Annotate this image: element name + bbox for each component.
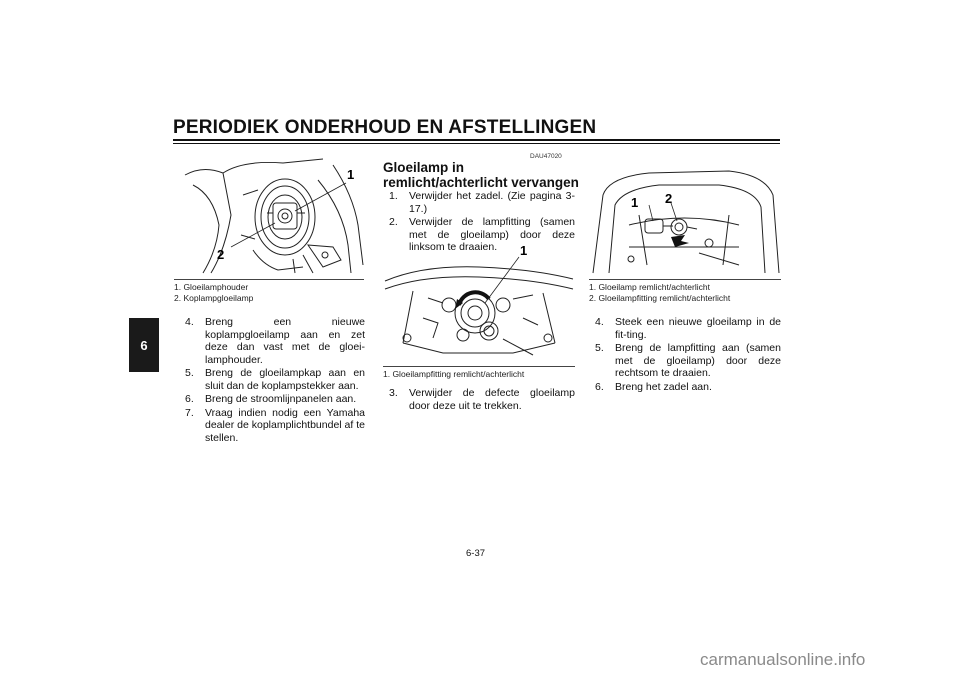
caption-line: 2. Koplampgloeilamp [174, 293, 254, 303]
document-code: DAU47020 [530, 153, 562, 160]
callout-2: 2 [665, 191, 673, 206]
middle-steps-bottom [389, 387, 575, 413]
taillight-socket-figure [383, 243, 575, 363]
left-figure-caption [174, 279, 364, 304]
callout-1: 1 [631, 195, 639, 210]
taillight-socket-illustration [383, 243, 575, 363]
list-item: 2. Verwijder de lampfitting (samen met de gloeilamp) door deze linksom te draaien. [389, 216, 575, 253]
list-item: 7. Vraag indien nodig een Yamaha dealer de koplamplichtbundel af te stellen. [185, 406, 365, 444]
headlight-illustration [183, 155, 365, 275]
list-item: 5. Breng de gloeilampkap aan en sluit dan de koplampstekker aan. [185, 367, 365, 392]
middle-figure-caption [383, 366, 575, 380]
title-rule [173, 139, 780, 141]
page-title: PERIODIEK ONDERHOUD EN AFSTELLINGEN [173, 117, 597, 138]
callout-1: 1 [520, 243, 528, 258]
caption-line: 2. Gloeilampfitting remlicht/achterlicht [589, 293, 731, 303]
page-number: 6-37 [466, 548, 486, 559]
callout-2: 2 [217, 247, 225, 262]
taillight-bulb-figure [589, 155, 781, 275]
list-item: 5. Breng de lampfitting aan (samen met de gloeilamp) door deze rechtsom te draaien. [595, 342, 781, 379]
list-item: 4. Breng een nieuwe koplampgloeilamp aan en zet deze dan vast met de gloei-lamphouder. [185, 316, 365, 366]
list-item: 1. Verwijder het zadel. (Zie pagina 3-17.) [389, 190, 575, 215]
caption-rule [589, 279, 781, 280]
caption-rule [383, 366, 575, 367]
title-rule-thin [173, 143, 780, 144]
callout-1: 1 [347, 167, 355, 182]
chapter-tab: 6 [129, 318, 159, 372]
section-heading: Gloeilamp in remlicht/achterlicht vervangen [383, 160, 579, 190]
right-figure-caption [589, 279, 781, 304]
caption-line: 1. Gloeilamp remlicht/achterlicht [589, 282, 710, 292]
watermark-text[interactable]: carmanualsonline.info [700, 650, 866, 669]
list-item: 3. Verwijder de defecte gloeilamp door deze uit te trekken. [389, 387, 575, 412]
caption-line: 1. Gloeilamphouder [174, 282, 249, 292]
taillight-bulb-illustration [589, 155, 781, 275]
caption-rule [174, 279, 364, 280]
list-item: 6. Breng de stroomlijnpanelen aan. [185, 393, 357, 405]
headlight-bulb-figure [183, 155, 365, 275]
caption-line: 1. Gloeilampfitting remlicht/achterlicht [383, 369, 525, 379]
list-item: 6. Breng het zadel aan. [595, 380, 712, 393]
right-steps [595, 316, 781, 394]
list-item: 4. Steek een nieuwe gloeilamp in de fit-ting. [595, 316, 781, 341]
left-steps [185, 316, 365, 445]
